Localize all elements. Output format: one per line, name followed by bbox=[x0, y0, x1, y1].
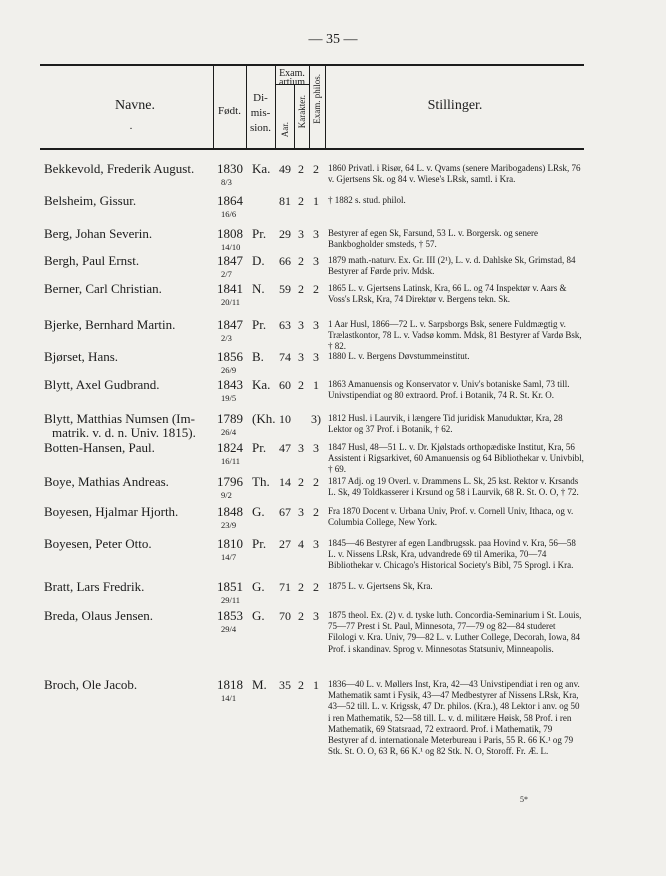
header-fodt: Født. bbox=[218, 105, 241, 117]
cell-phil: 3 bbox=[313, 318, 319, 332]
header-dimission-1: Di- bbox=[253, 92, 268, 104]
cell-stilling: 1847 Husl, 48—51 L. v. Dr. Kjølstads orthopædiske Institut, Kra, 56 Assistent i Rigsarkivet, 60 Amanuensis og 64 Bibliothekar v. Univbibl, † 69. bbox=[328, 442, 584, 475]
table-row bbox=[0, 253, 666, 279]
table-row bbox=[0, 474, 666, 500]
header-bottom-rule bbox=[40, 148, 584, 150]
cell-dim: (Kh. bbox=[252, 411, 276, 426]
cell-dim: N. bbox=[252, 281, 265, 296]
cell-aar: 66 bbox=[279, 254, 291, 268]
table-row bbox=[0, 226, 666, 252]
cell-phil: 3) bbox=[311, 412, 321, 426]
cell-dim: G. bbox=[252, 608, 265, 623]
cell-stilling: Fra 1870 Docent v. Urbana Univ, Prof. v. Cornell Univ, Ithaca, og v. Columbia College, New York. bbox=[328, 506, 574, 528]
cell-name: Boyesen, Peter Otto. bbox=[44, 536, 152, 551]
cell-kar: 2 bbox=[298, 678, 304, 692]
cell-date: 29/4 bbox=[221, 624, 237, 634]
cell-kar: 2 bbox=[298, 194, 304, 208]
cell-kar: 2 bbox=[298, 580, 304, 594]
cell-phil: 3 bbox=[313, 350, 319, 364]
cell-phil: 2 bbox=[313, 505, 319, 519]
cell-aar: 14 bbox=[279, 475, 291, 489]
cell-name: Breda, Olaus Jensen. bbox=[44, 608, 154, 623]
cell-aar: 35 bbox=[279, 678, 291, 692]
cell-aar: 63 bbox=[279, 318, 291, 332]
cell-kar: 2 bbox=[298, 162, 304, 176]
table-row bbox=[0, 161, 666, 187]
cell-kar: 3 bbox=[298, 318, 304, 332]
cell-aar: 60 bbox=[279, 378, 291, 392]
cell-aar: 47 bbox=[279, 441, 291, 455]
cell-kar: 2 bbox=[298, 254, 304, 268]
cell-dim: D. bbox=[252, 253, 265, 268]
table-row bbox=[0, 677, 666, 757]
cell-year: 1848 bbox=[217, 504, 243, 519]
cell-aar: 27 bbox=[279, 537, 291, 551]
cell-phil: 3 bbox=[313, 537, 319, 551]
cell-date: 14/1 bbox=[221, 693, 237, 703]
cell-name: Boye, Mathias Andreas. bbox=[44, 474, 169, 489]
cell-aar: 70 bbox=[279, 609, 291, 623]
cell-stilling: 1812 Husl. i Laurvik, i længere Tid juridisk Manuduktør, Kra, 28 Lektor og 37 Prof. i Botanik, † 62. bbox=[328, 413, 563, 435]
header-dot: . bbox=[129, 120, 133, 132]
cell-stilling: Bestyrer af egen Sk, Farsund, 53 L. v. Borgersk. og senere Bankbogholder smsteds, † 57. bbox=[328, 228, 538, 250]
cell-date: 2/3 bbox=[221, 333, 232, 343]
cell-aar: 10 bbox=[279, 412, 291, 426]
cell-name: Berner, Carl Christian. bbox=[44, 281, 162, 296]
header-top-rule bbox=[40, 64, 584, 66]
header-artium: artium bbox=[278, 77, 306, 88]
signature-mark: 5* bbox=[520, 795, 528, 804]
cell-name-continued: matrik. v. d. n. Univ. 1815). bbox=[52, 425, 196, 440]
cell-year: 1808 bbox=[217, 226, 243, 241]
header-dimission-3: sion. bbox=[249, 122, 272, 134]
cell-phil: 2 bbox=[313, 580, 319, 594]
cell-year: 1853 bbox=[217, 608, 243, 623]
cell-phil: 2 bbox=[313, 282, 319, 296]
cell-stilling: 1875 theol. Ex. (2) v. d. tyske luth. Concordia-Seminarium i St. Louis, 75—77 Prest i St. Paul, Minnesota, 77—79 og 82—84 studeret Filologi v. Kra. Univ, 79—82 L. v. Luther College, Decorah, Iowa, 84 Prof. i skandinav. Sprog v. Minnesotas Statsuniv, Minneapolis. bbox=[328, 610, 582, 654]
cell-stilling: 1863 Amanuensis og Konservator v. Univ's botaniske Saml, 73 till. Univstipendiat og 80 extraord. Prof. i Botanik, 74 R. St. Kr. O. bbox=[328, 379, 570, 401]
header-aar: Aar. bbox=[280, 122, 290, 138]
cell-name: Bergh, Paul Ernst. bbox=[44, 253, 140, 268]
cell-date: 14/7 bbox=[221, 552, 237, 562]
cell-dim: Pr. bbox=[252, 536, 267, 551]
page-number: — 35 — bbox=[308, 32, 358, 47]
cell-kar: 3 bbox=[298, 505, 304, 519]
cell-aar: 74 bbox=[279, 350, 291, 364]
cell-kar: 3 bbox=[298, 227, 304, 241]
header-dimission-2: mis- bbox=[250, 107, 271, 119]
cell-phil: 2 bbox=[313, 162, 319, 176]
cell-stilling: 1845—46 Bestyrer af egen Landbrugssk. paa Hovind v. Kra, 56—58 L. v. Nissens LRsk, Kra, udvandrede 69 til Amerika, 70—74 Bibliothekar v. Chicago's Historical Society's Bibl, 75 Sprogl. i Kra. bbox=[328, 538, 576, 571]
cell-name: Blytt, Axel Gudbrand. bbox=[44, 377, 160, 392]
cell-aar: 49 bbox=[279, 162, 291, 176]
cell-aar: 67 bbox=[279, 505, 291, 519]
cell-aar: 81 bbox=[279, 194, 291, 208]
header-karakter: Karakter. bbox=[297, 95, 307, 129]
cell-aar: 59 bbox=[279, 282, 291, 296]
header-exam-philos: Exam. philos. bbox=[312, 74, 322, 124]
cell-year: 1810 bbox=[217, 536, 243, 551]
cell-stilling: † 1882 s. stud. philol. bbox=[328, 195, 406, 205]
table-row bbox=[0, 440, 666, 475]
cell-year: 1841 bbox=[217, 281, 243, 296]
cell-kar: 3 bbox=[298, 350, 304, 364]
column-divider bbox=[294, 84, 295, 148]
cell-name: Broch, Ole Jacob. bbox=[44, 677, 138, 692]
cell-dim: Pr. bbox=[252, 317, 267, 332]
cell-year: 1851 bbox=[217, 579, 243, 594]
cell-dim: B. bbox=[252, 349, 264, 364]
cell-stilling: 1875 L. v. Gjertsens Sk, Kra. bbox=[328, 581, 433, 591]
cell-date: 20/11 bbox=[221, 297, 241, 307]
cell-date: 16/11 bbox=[221, 456, 241, 466]
cell-name: Bjørset, Hans. bbox=[44, 349, 119, 364]
cell-name: Botten-Hansen, Paul. bbox=[44, 440, 155, 455]
table-row bbox=[0, 377, 666, 403]
table-row bbox=[0, 411, 666, 440]
cell-dim: Pr. bbox=[252, 440, 267, 455]
cell-date: 16/6 bbox=[221, 209, 237, 219]
header-stillinger: Stillinger. bbox=[427, 98, 483, 113]
cell-date: 23/9 bbox=[221, 520, 237, 530]
cell-date: 26/9 bbox=[221, 365, 237, 375]
table-row bbox=[0, 281, 666, 307]
cell-dim: M. bbox=[252, 677, 267, 692]
cell-dim: Th. bbox=[252, 474, 270, 489]
cell-name: Belsheim, Gissur. bbox=[44, 193, 137, 208]
header-navne: Navne. bbox=[114, 98, 156, 113]
cell-phil: 2 bbox=[313, 475, 319, 489]
cell-phil: 1 bbox=[313, 378, 319, 392]
header-exam: Exam. bbox=[279, 68, 305, 79]
cell-dim: G. bbox=[252, 579, 265, 594]
cell-phil: 3 bbox=[313, 254, 319, 268]
column-divider bbox=[309, 66, 310, 148]
cell-name: Bjerke, Bernhard Martin. bbox=[44, 317, 176, 332]
cell-stilling: 1817 Adj. og 19 Overl. v. Drammens L. Sk, 25 kst. Rektor v. Krsands L. Sk, 49 Toldkasserer i Krsund og 58 i Laurvik, 68 R. St. O. O, † 72. bbox=[328, 476, 579, 498]
cell-date: 14/10 bbox=[221, 242, 241, 252]
cell-name: Bratt, Lars Fredrik. bbox=[44, 579, 145, 594]
cell-dim: Ka. bbox=[252, 377, 271, 392]
cell-name: Blytt, Matthias Numsen (Im- bbox=[44, 411, 195, 426]
cell-aar: 29 bbox=[279, 227, 291, 241]
cell-phil: 3 bbox=[313, 227, 319, 241]
table-row bbox=[0, 193, 666, 219]
cell-date: 8/3 bbox=[221, 177, 232, 187]
cell-dim: Ka. bbox=[252, 161, 271, 176]
cell-stilling: 1860 Privatl. i Risør, 64 L. v. Qvams (senere Maribogadens) LRsk, 76 v. Gjertsens Sk. og 84 v. Wiese's LRsk, samtl. i Kra. bbox=[328, 163, 581, 185]
cell-phil: 1 bbox=[313, 194, 319, 208]
cell-kar: 2 bbox=[298, 475, 304, 489]
table-row bbox=[0, 349, 666, 375]
cell-stilling: 1865 L. v. Gjertsens Latinsk, Kra, 66 L. og 74 Inspektør v. Aars & Voss's LRsk, Kra, 74 Direktør v. Bergens tekn. Sk. bbox=[328, 283, 567, 305]
cell-kar: 2 bbox=[298, 378, 304, 392]
cell-stilling: 1880 L. v. Bergens Døvstummeinstitut. bbox=[328, 351, 470, 361]
cell-dim: G. bbox=[252, 504, 265, 519]
cell-dim: Pr. bbox=[252, 226, 267, 241]
cell-year: 1864 bbox=[217, 193, 243, 208]
cell-phil: 1 bbox=[313, 678, 319, 692]
cell-date: 29/11 bbox=[221, 595, 241, 605]
cell-date: 9/2 bbox=[221, 490, 232, 500]
table-row bbox=[0, 579, 666, 605]
column-divider bbox=[325, 66, 326, 148]
cell-aar: 71 bbox=[279, 580, 291, 594]
cell-date: 26/4 bbox=[221, 427, 237, 437]
table-row bbox=[0, 317, 666, 352]
table-row bbox=[0, 608, 666, 654]
cell-name: Bekkevold, Frederik August. bbox=[44, 161, 195, 176]
cell-year: 1847 bbox=[217, 253, 243, 268]
cell-year: 1830 bbox=[217, 161, 243, 176]
cell-stilling: 1836—40 L. v. Møllers Inst, Kra, 42—43 Univstipendiat i ren og anv. Mathematik samt i Fysik, 43—47 Medbestyrer af Nissens LRsk, Kra, 43—52 till. L. v. Krigssk, 47 Dr. philos. (Kra.), 48 Lektor i anv. og 50 i ren Mathematik, 52—58 till. L. v. d. militære Høisk, 58 Prof. i ren Mathematik, 69 Statsraad, 72 extraord. Prof. i Mathematik, 79 Bestyrer af d. internationale Meterbureau i Paris, 55 R. 66 K.¹ og 79 Stk. St. O. O, 63 R, 66 K.¹ og 82 Stk. N. O, Storoff. Fr. Æ. L. bbox=[328, 679, 580, 757]
cell-stilling: 1 Aar Husl, 1866—72 L. v. Sarpsborgs Bsk, senere Fuldmægtig v. Trælastkontor, 78 L. v. Vadsø komm. Mdsk, 81 Bestyrer af Vardø Bsk, † 82. bbox=[328, 319, 582, 352]
cell-name: Boyesen, Hjalmar Hjorth. bbox=[44, 504, 179, 519]
table-row bbox=[0, 504, 666, 530]
cell-year: 1818 bbox=[217, 677, 243, 692]
cell-year: 1856 bbox=[217, 349, 243, 364]
cell-date: 2/7 bbox=[221, 269, 232, 279]
cell-kar: 2 bbox=[298, 282, 304, 296]
cell-year: 1789 bbox=[217, 411, 243, 426]
cell-name: Berg, Johan Severin. bbox=[44, 226, 153, 241]
cell-year: 1843 bbox=[217, 377, 243, 392]
cell-year: 1824 bbox=[217, 440, 243, 455]
table-row bbox=[0, 536, 666, 571]
cell-kar: 4 bbox=[298, 537, 304, 551]
cell-phil: 3 bbox=[313, 441, 319, 455]
cell-year: 1796 bbox=[217, 474, 243, 489]
cell-phil: 3 bbox=[313, 609, 319, 623]
cell-kar: 3 bbox=[298, 441, 304, 455]
cell-year: 1847 bbox=[217, 317, 243, 332]
cell-stilling: 1879 math.-naturv. Ex. Gr. III (2¹), L. v. d. Dahlske Sk, Grimstad, 84 Bestyrer af Førde priv. Mdsk. bbox=[328, 255, 576, 277]
cell-kar: 2 bbox=[298, 609, 304, 623]
cell-date: 19/5 bbox=[221, 393, 237, 403]
